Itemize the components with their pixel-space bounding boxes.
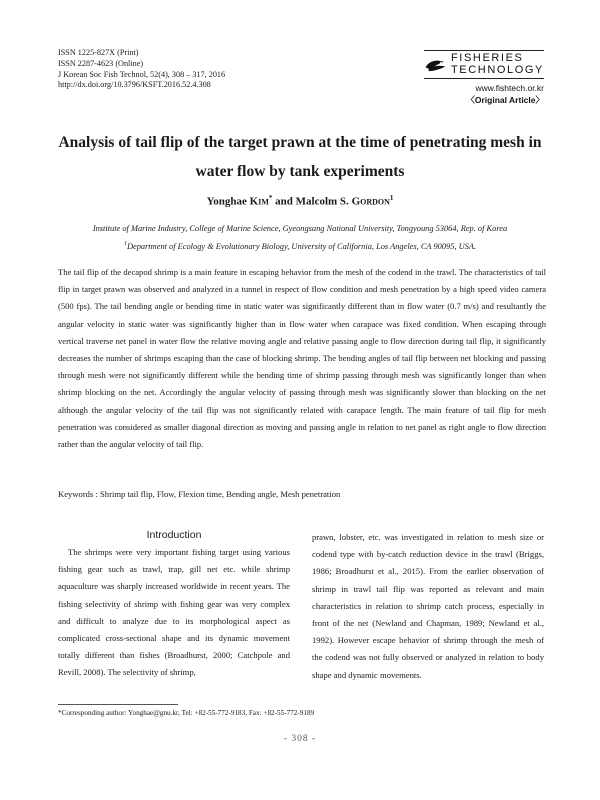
- author-2-family: Gordon: [351, 195, 390, 208]
- page-number: - 308 -: [283, 734, 317, 744]
- author-list: [0, 194, 600, 208]
- issn-online: ISSN 2287-4623 (Online): [58, 58, 144, 68]
- footnote-divider: [58, 704, 178, 705]
- author-1-mark: *: [268, 194, 273, 202]
- fish-logo-icon: [424, 54, 447, 76]
- affiliation-1: Institute of Marine Industry, College of Marine Science, Gyeongsang National University, Tongyoung 53064, Rep. of Korea: [92, 224, 508, 233]
- corresponding-author-footnote: *Corresponding author: Yonghae@gnu.kr, Tel: +82-55-772-9183, Fax: +82-55-772-9189: [58, 709, 315, 717]
- affiliation-2-mark: 1: [123, 240, 127, 247]
- journal-logo: [424, 50, 544, 106]
- doi-link[interactable]: http://dx.doi.org/10.3796/KSFT.2016.52.4.308: [58, 80, 211, 90]
- logo-line-fisheries: FISHERIES: [450, 52, 524, 64]
- section-heading-introduction: Introduction: [146, 529, 202, 541]
- intro-left-column: [58, 528, 290, 682]
- author-joiner: and Malcolm S.: [272, 195, 352, 208]
- journal-header: [58, 48, 225, 91]
- paper-title: [40, 128, 560, 186]
- affiliation-2: [30, 237, 570, 254]
- abstract: The tail flip of the decapod shrimp is a main feature in escaping behavior from the mesh of the codend in the trawl. The characteristics of tail flip in target prawn was observed and analyzed in a tunnel in respect of flow condition and mesh penetration by a high speed video camera (500 fps). The tail bending angle or bending time in static water was significantly different than in flow water (0.7 m/s) and resultantly the angular velocity in static water was significantly higher than in flow water when carapace was fixed condition. When escaping through vertical traverse net panel in water flow the relative moving angle and relative passing angle to flow direction during tail flip, it significantly decreases the number of shrimps escaping than the case of blocking shrimp. The bending angles of tail flip between net blocking and passing through mesh were not significantly different while the bending time of shrimp passing through mesh was significantly longer than when shrimp blocking on the net. Accordingly the angular velocity of passing through mesh was significantly slower than blocking on the net although the angular velocity of the tail flip was not significantly related with carapace length. The main feature of tail flip for mesh penetration was considered as smaller diagonal direction as moving and passing angle in relation to net panel as right angle to flow direction rather than the angular velocity of tail flip.: [58, 267, 546, 450]
- keywords: Keywords : Shrimp tail flip, Flow, Flexion time, Bending angle, Mesh penetration: [58, 489, 341, 499]
- author-1-given: Yonghae: [206, 195, 250, 208]
- issn-print: ISSN 1225-827X (Print): [58, 48, 139, 57]
- title-line-1: Analysis of tail flip of the target prawn at the time of penetrating mesh in: [58, 134, 542, 151]
- intro-right-column: [312, 529, 544, 684]
- logo-line-technology: TECHNOLOGY: [450, 63, 544, 76]
- logo-wordmark: [451, 53, 544, 76]
- author-2-mark: 1: [389, 194, 394, 202]
- author-1-family: Kim: [249, 195, 269, 208]
- affiliations: [30, 221, 570, 254]
- intro-paragraph-right: prawn, lobster, etc. was investigated in relation to mesh size or codend type with by-catch reduction device in the trawl (Briggs, 1986; Broadhurst et al., 2015). From the earlier observation of shrimp in trawl tail flip was reported as relevant and main characteristics in relation to shrimp catch process, especially in front of the net (Newland and Chapman, 1989; Newland et al., 1992). However escape behavior of shrimp through the mesh of the codend was not fully observed or analyzed in relation to body shape and dynamic movements.: [312, 532, 544, 680]
- journal-url[interactable]: www.fishtech.or.kr: [475, 83, 544, 93]
- logo-banner: [424, 50, 544, 79]
- intro-paragraph-left: The shrimps were very important fishing target using various fishing gear such as trawl, trap, gill net etc. while shrimp aquaculture was sharply increased worldwide in recent years. The fishing selectivity of shrimp with fishing gear was very complex and difficult to analyze due to its morphological aspect as complicated cross-sectional shape and its dynamic movement totally different than fishes (Broadhurst, 2000; Catchpole and Revill, 2008). The selectivity of shrimp,: [58, 547, 290, 678]
- journal-reference: J Korean Soc Fish Technol, 52(4), 308 – 317, 2016: [58, 69, 226, 79]
- article-type: 〈Original Article〉: [466, 95, 544, 105]
- affiliation-2-text: Department of Ecology & Evolutionary Biology, University of California, Los Angeles, CA 90095, USA.: [126, 241, 477, 251]
- title-line-2: water flow by tank experiments: [195, 163, 405, 180]
